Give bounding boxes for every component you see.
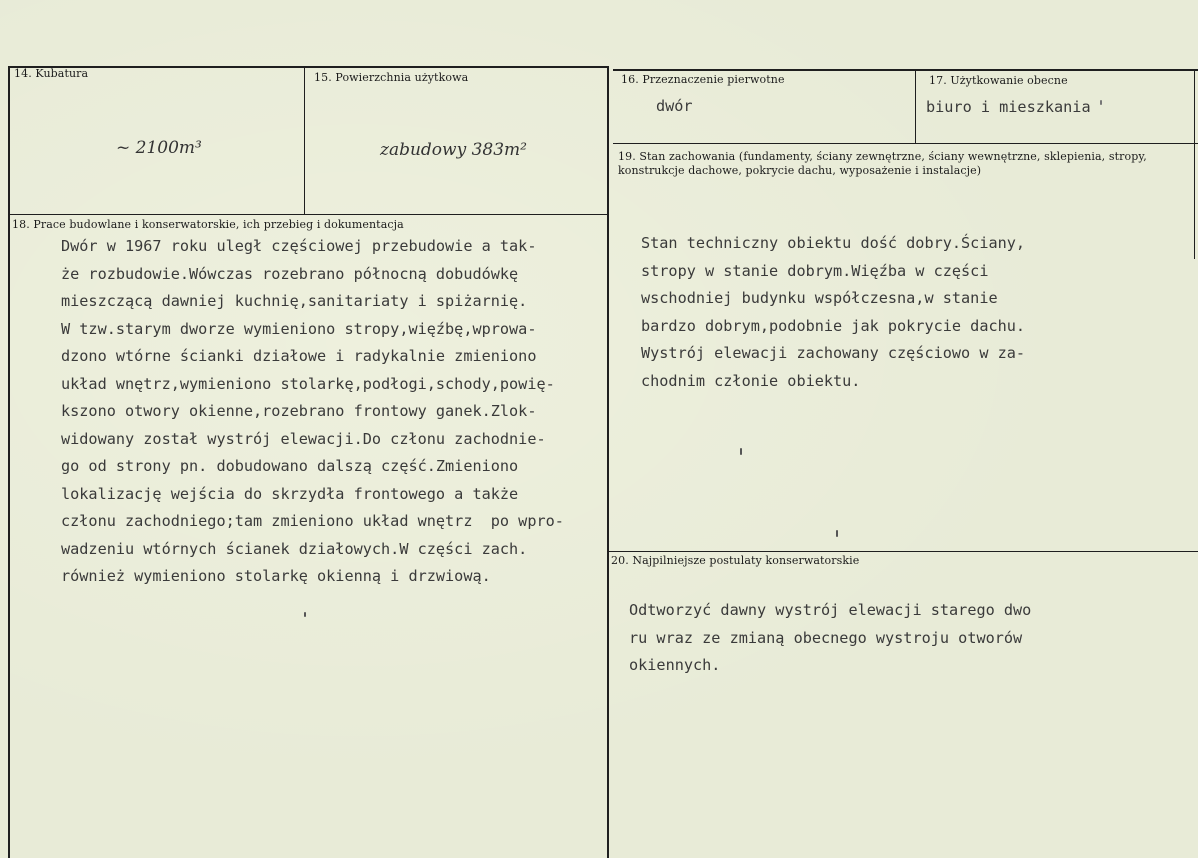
prace-line: układ wnętrz,wymieniono stolarkę,podłogi,schody,powię-	[61, 374, 555, 393]
scan-speck	[740, 448, 742, 455]
prace-line: Dwór w 1967 roku uległ częściowej przebudowie a tak-	[61, 237, 537, 255]
top-rule-right	[613, 69, 1198, 71]
prace-line: wadzeniu wtórnych ścianek działowych.W części zach.	[61, 539, 528, 558]
postulaty-label: 20. Najpilniejsze postulaty konserwatorskie	[611, 554, 860, 567]
powierzchnia-label: 15. Powierzchnia użytkowa	[314, 71, 469, 84]
stan-label: 19. Stan zachowania (fundamenty, ściany zewnętrzne, ściany wewnętrzne, sklepienia, stropy, konstrukcje dachowe, pokrycie dachu, wyposażenie i instalacje)	[618, 150, 1147, 177]
stan-text	[641, 230, 1025, 395]
prace-line: mieszczącą dawniej kuchnię,sanitariaty i spiżarnię.	[61, 292, 528, 310]
kubatura-value: ~ 2100m³	[116, 138, 202, 158]
prace-line: W tzw.starym dworze wymieniono stropy,więźbę,wprowa-	[61, 319, 537, 338]
prace-line: że rozbudowie.Wówczas rozebrano północną dobudówkę	[61, 264, 519, 283]
stan-line: stropy w stanie dobrym.Więźba w części	[641, 261, 989, 280]
postulaty-line: Odtworzyć dawny wystrój elewacji starego dwo	[629, 601, 1032, 619]
stan-line: bardzo dobrym,podobnie jak pokrycie dachu.	[641, 316, 1026, 335]
uzytkowanie-label: 17. Użytkowanie obecne	[929, 74, 1068, 87]
uzytkowanie-value: biuro i mieszkania	[926, 98, 1091, 116]
rule-above-18	[8, 214, 608, 215]
postulaty-line: okiennych.	[629, 656, 721, 674]
prace-line: lokalizację wejścia do skrzydła frontowego a także	[61, 484, 519, 503]
postulaty-line: ru wraz ze zmianą obecnego wystroju otworów	[629, 628, 1023, 647]
stan-line: wschodniej budynku współczesna,w stanie	[641, 289, 998, 307]
postulaty-text	[629, 597, 1031, 680]
powierzchnia-value: zabudowy 383m²	[380, 140, 527, 160]
prace-line: go od strony pn. dobudowano dalszą część.Zmieniono	[61, 457, 519, 475]
center-divider	[607, 66, 609, 858]
rule-above-19	[613, 143, 1198, 144]
prace-line: również wymieniono stolarkę okienną i drzwiową.	[61, 567, 491, 585]
prace-text	[61, 233, 564, 591]
top-rule-left	[8, 66, 608, 68]
divider-16-17	[915, 69, 916, 143]
przeznaczenie-value: dwór	[656, 97, 693, 115]
left-frame	[8, 66, 10, 858]
przeznaczenie-label: 16. Przeznaczenie pierwotne	[621, 73, 785, 86]
prace-line: widowany został wystrój elewacji.Do członu zachodnie-	[61, 429, 546, 448]
right-frame-stub	[1194, 69, 1195, 259]
kubatura-label: 14. Kubatura	[14, 67, 89, 80]
stan-line: Wystrój elewacji zachowany częściowo w za-	[641, 344, 1026, 362]
rule-above-20	[608, 551, 1198, 552]
scan-speck	[836, 530, 838, 537]
scan-speck	[1100, 100, 1102, 105]
stan-line: Stan techniczny obiektu dość dobry.Ściany,	[641, 234, 1026, 252]
stan-line: chodnim członie obiektu.	[641, 371, 861, 390]
prace-line: dzono wtórne ścianki działowe i radykalnie zmieniono	[61, 347, 537, 365]
prace-line: członu zachodniego;tam zmieniono układ wnętrz po wpro-	[61, 512, 564, 530]
prace-line: kszono otwory okienne,rozebrano frontowy ganek.Zlok-	[61, 402, 537, 420]
divider-14-15	[304, 66, 305, 214]
prace-label: 18. Prace budowlane i konserwatorskie, ich przebieg i dokumentacja	[12, 218, 404, 231]
scan-speck	[304, 612, 306, 617]
